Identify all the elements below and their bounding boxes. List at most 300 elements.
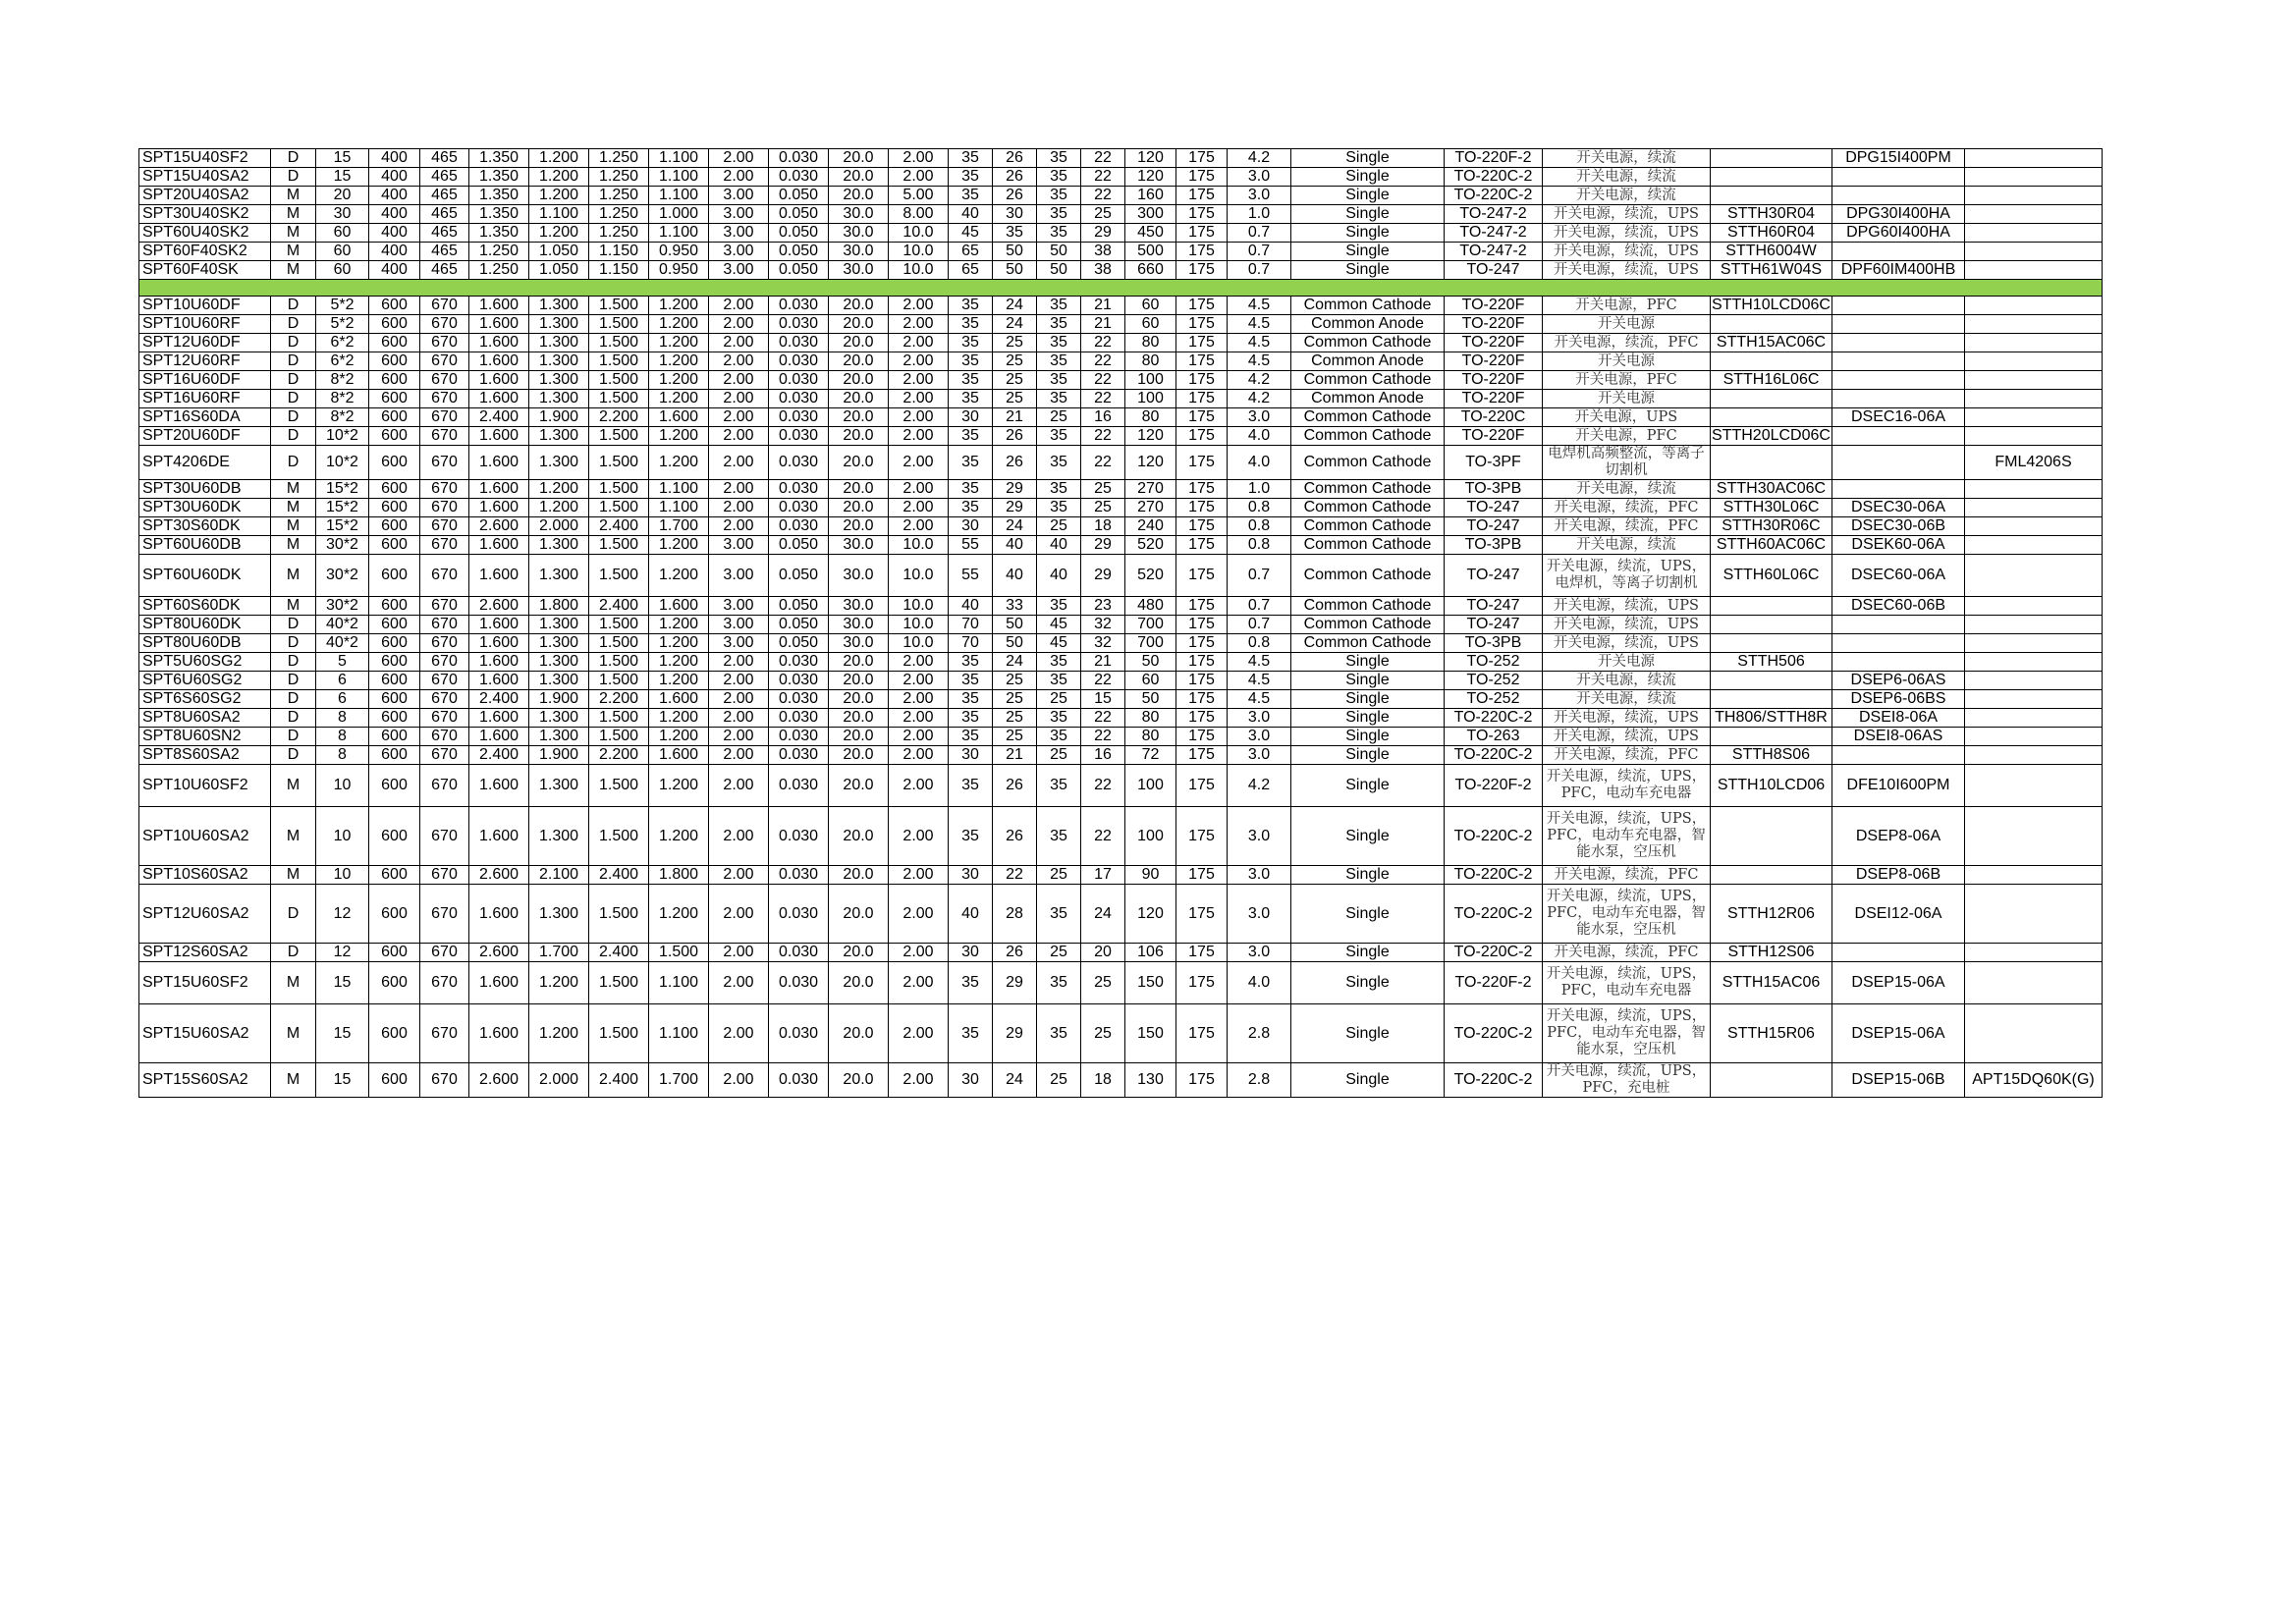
table-cell: 1.200 <box>649 446 709 480</box>
table-cell <box>1711 597 1832 616</box>
table-cell: 29 <box>993 480 1037 499</box>
table-cell: 25 <box>1037 690 1081 709</box>
table-cell: 175 <box>1176 334 1228 352</box>
table-cell <box>1965 746 2103 765</box>
table-cell: TO-252 <box>1445 690 1543 709</box>
table-cell: 100 <box>1125 807 1176 866</box>
part-number-cell: SPT60S60DK <box>139 597 271 616</box>
table-cell: 26 <box>993 944 1037 962</box>
table-cell: DPG15I400PM <box>1832 149 1965 168</box>
table-cell: 15 <box>1081 690 1125 709</box>
table-cell: 35 <box>1037 499 1081 517</box>
table-cell: 1.600 <box>469 499 529 517</box>
table-cell: 22 <box>1081 187 1125 205</box>
table-cell: 1.600 <box>469 709 529 728</box>
table-cell: Common Cathode <box>1291 555 1445 597</box>
table-cell: 8*2 <box>316 371 369 390</box>
table-cell: 30 <box>316 205 369 224</box>
table-cell: 120 <box>1125 885 1176 944</box>
table-cell: 35 <box>949 1004 993 1063</box>
table-cell: Single <box>1291 728 1445 746</box>
table-cell: 3.00 <box>709 597 769 616</box>
table-cell <box>1965 352 2103 371</box>
table-cell: 30 <box>949 746 993 765</box>
table-cell <box>1965 499 2103 517</box>
table-cell: 670 <box>420 944 469 962</box>
table-cell: 4.5 <box>1228 352 1291 371</box>
table-cell: M <box>271 1063 316 1098</box>
table-cell: 2.00 <box>709 866 769 885</box>
part-number-cell: SPT4206DE <box>139 446 271 480</box>
table-cell: 30.0 <box>829 261 889 280</box>
table-cell: 29 <box>1081 224 1125 243</box>
table-cell: 23 <box>1081 597 1125 616</box>
table-cell: 1.250 <box>589 205 649 224</box>
table-cell: 2.00 <box>709 446 769 480</box>
table-cell: 670 <box>420 315 469 334</box>
table-cell: 30 <box>949 866 993 885</box>
table-cell <box>1965 944 2103 962</box>
table-row <box>139 616 2103 634</box>
table-cell: 20.0 <box>829 746 889 765</box>
table-cell: D <box>271 446 316 480</box>
table-cell: 300 <box>1125 205 1176 224</box>
table-cell: 6 <box>316 672 369 690</box>
table-cell: M <box>271 807 316 866</box>
table-cell: 12 <box>316 885 369 944</box>
table-cell: 25 <box>993 690 1037 709</box>
part-number-cell: SPT12S60SA2 <box>139 944 271 962</box>
table-cell: 29 <box>993 962 1037 1004</box>
table-cell <box>1965 807 2103 866</box>
table-cell <box>1965 187 2103 205</box>
table-cell: 0.030 <box>769 962 829 1004</box>
table-cell: 22 <box>1081 672 1125 690</box>
table-cell: 670 <box>420 371 469 390</box>
table-cell: 175 <box>1176 597 1228 616</box>
table-cell: Single <box>1291 243 1445 261</box>
table-cell: D <box>271 408 316 427</box>
table-cell <box>1711 866 1832 885</box>
table-cell: 10.0 <box>889 261 949 280</box>
table-cell: 2.00 <box>709 297 769 315</box>
table-cell: 30 <box>949 1063 993 1098</box>
table-cell: 25 <box>993 390 1037 408</box>
table-cell: 8*2 <box>316 408 369 427</box>
table-cell: 600 <box>369 390 420 408</box>
application-cell: 开关电源，续流 <box>1543 168 1711 187</box>
table-cell: Common Cathode <box>1291 446 1445 480</box>
table-cell: 0.030 <box>769 390 829 408</box>
table-cell: 1.200 <box>529 480 589 499</box>
table-cell: TO-247-2 <box>1445 224 1543 243</box>
table-cell: 160 <box>1125 187 1176 205</box>
table-cell: 480 <box>1125 597 1176 616</box>
table-cell: 1.500 <box>589 499 649 517</box>
table-cell: 21 <box>1081 297 1125 315</box>
table-cell <box>1965 653 2103 672</box>
table-cell: 2.00 <box>889 746 949 765</box>
table-cell: 175 <box>1176 634 1228 653</box>
table-cell: Common Cathode <box>1291 634 1445 653</box>
table-cell: 1.600 <box>469 390 529 408</box>
table-row <box>139 866 2103 885</box>
application-cell: 开关电源，续流，UPS，PFC，电动车充电器，智能水泵，空压机 <box>1543 807 1711 866</box>
table-cell: 600 <box>369 962 420 1004</box>
table-cell: 22 <box>1081 168 1125 187</box>
table-cell: 3.00 <box>709 261 769 280</box>
table-row <box>139 297 2103 315</box>
table-cell: 0.050 <box>769 224 829 243</box>
table-cell <box>1832 616 1965 634</box>
table-cell <box>1965 261 2103 280</box>
application-cell: 开关电源，续流，UPS，PFC，电动车充电器，智能水泵，空压机 <box>1543 885 1711 944</box>
table-cell: 175 <box>1176 390 1228 408</box>
table-cell: 1.350 <box>469 224 529 243</box>
table-cell: 32 <box>1081 634 1125 653</box>
table-cell: FML4206S <box>1965 446 2103 480</box>
part-number-cell: SPT80U60DB <box>139 634 271 653</box>
table-cell: 29 <box>1081 536 1125 555</box>
table-cell: 0.050 <box>769 634 829 653</box>
table-cell: TO-220F-2 <box>1445 765 1543 807</box>
table-cell: 1.100 <box>649 480 709 499</box>
table-cell: 26 <box>993 427 1037 446</box>
table-row <box>139 555 2103 597</box>
table-cell: 2.00 <box>889 885 949 944</box>
table-cell: 0.8 <box>1228 499 1291 517</box>
table-cell: 1.500 <box>589 885 649 944</box>
application-cell: 开关电源，续流 <box>1543 187 1711 205</box>
table-cell: 25 <box>1037 866 1081 885</box>
table-cell: STTH61W04S <box>1711 261 1832 280</box>
table-cell: 1.900 <box>529 690 589 709</box>
table-cell: TO-220F <box>1445 390 1543 408</box>
application-cell: 开关电源，续流，UPS <box>1543 728 1711 746</box>
table-cell: TO-247 <box>1445 517 1543 536</box>
table-cell: 600 <box>369 536 420 555</box>
table-cell: 25 <box>1081 499 1125 517</box>
table-cell: 1.600 <box>469 536 529 555</box>
table-cell: M <box>271 555 316 597</box>
table-row <box>139 653 2103 672</box>
table-cell: M <box>271 765 316 807</box>
table-cell: 1.600 <box>469 315 529 334</box>
table-cell: 21 <box>1081 315 1125 334</box>
table-cell: 2.00 <box>709 944 769 962</box>
table-cell: 22 <box>1081 446 1125 480</box>
table-cell: 35 <box>1037 885 1081 944</box>
table-cell: TO-247-2 <box>1445 243 1543 261</box>
table-cell: 35 <box>949 168 993 187</box>
table-cell: 1.200 <box>649 536 709 555</box>
table-cell: 18 <box>1081 517 1125 536</box>
table-cell: 175 <box>1176 672 1228 690</box>
table-cell: Single <box>1291 224 1445 243</box>
table-cell: STTH20LCD06C <box>1712 427 1831 444</box>
table-cell: 10 <box>316 765 369 807</box>
table-cell: 600 <box>369 1004 420 1063</box>
table-cell: 2.100 <box>529 866 589 885</box>
table-cell: 1.200 <box>649 709 709 728</box>
table-cell: STTH10LCD06 <box>1711 765 1832 807</box>
table-cell: 670 <box>420 390 469 408</box>
table-cell: 22 <box>1081 352 1125 371</box>
table-cell: 15 <box>316 168 369 187</box>
table-row <box>139 480 2103 499</box>
table-cell: 40 <box>949 205 993 224</box>
table-cell: 35 <box>1037 480 1081 499</box>
table-cell: 175 <box>1176 427 1228 446</box>
table-cell: D <box>271 334 316 352</box>
table-row <box>139 944 2103 962</box>
table-cell: DSEP8-06B <box>1832 866 1965 885</box>
part-number-cell: SPT6U60SG2 <box>139 672 271 690</box>
table-cell: 1.500 <box>589 334 649 352</box>
table-row <box>139 746 2103 765</box>
table-cell: 2.00 <box>709 962 769 1004</box>
table-row <box>139 315 2103 334</box>
table-cell: 24 <box>1081 885 1125 944</box>
table-cell: Common Cathode <box>1291 371 1445 390</box>
table-cell: DSEP6-06AS <box>1832 672 1965 690</box>
table-cell: 3.00 <box>709 634 769 653</box>
table-cell: 70 <box>949 634 993 653</box>
table-cell: 1.200 <box>649 315 709 334</box>
table-cell: 35 <box>993 224 1037 243</box>
table-cell: 1.200 <box>529 187 589 205</box>
table-cell: 1.900 <box>529 408 589 427</box>
table-cell: 600 <box>369 352 420 371</box>
table-cell: 30.0 <box>829 616 889 634</box>
table-cell: 30.0 <box>829 205 889 224</box>
application-cell: 开关电源，续流，PFC <box>1543 517 1711 536</box>
table-cell: 600 <box>369 634 420 653</box>
table-cell: 40 <box>949 597 993 616</box>
table-cell: 600 <box>369 297 420 315</box>
table-cell: TO-220C-2 <box>1445 885 1543 944</box>
table-cell: 22 <box>1081 371 1125 390</box>
table-cell: 2.00 <box>889 672 949 690</box>
table-cell: 25 <box>1037 746 1081 765</box>
part-number-cell: SPT60F40SK <box>139 261 271 280</box>
table-cell: 35 <box>949 653 993 672</box>
table-cell: 0.030 <box>769 690 829 709</box>
table-cell <box>1711 690 1832 709</box>
table-cell: 38 <box>1081 243 1125 261</box>
table-cell: 30.0 <box>829 597 889 616</box>
table-cell: 0.050 <box>769 536 829 555</box>
table-cell: Common Anode <box>1291 315 1445 334</box>
table-cell: 35 <box>949 728 993 746</box>
table-row <box>139 427 2103 446</box>
table-cell: 8.00 <box>889 205 949 224</box>
table-cell: DSEP15-06B <box>1832 1063 1965 1098</box>
table-cell: 1.600 <box>469 480 529 499</box>
table-cell: TO-220C-2 <box>1445 1004 1543 1063</box>
table-cell: TO-220C-2 <box>1445 187 1543 205</box>
table-cell: Single <box>1291 205 1445 224</box>
table-cell: 20.0 <box>829 1004 889 1063</box>
table-cell: 25 <box>1081 205 1125 224</box>
table-row <box>139 962 2103 1004</box>
table-cell: 3.0 <box>1228 728 1291 746</box>
table-cell: 35 <box>1037 149 1081 168</box>
table-cell: 175 <box>1176 885 1228 944</box>
table-cell: 450 <box>1125 224 1176 243</box>
table-cell: TO-3PF <box>1445 446 1543 480</box>
table-cell: 21 <box>993 746 1037 765</box>
table-cell: 2.400 <box>589 1063 649 1098</box>
table-cell: 2.00 <box>889 480 949 499</box>
table-cell: 600 <box>369 728 420 746</box>
table-cell: 35 <box>1037 653 1081 672</box>
table-cell: TO-220C <box>1445 408 1543 427</box>
table-cell: M <box>271 962 316 1004</box>
application-cell: 开关电源，续流，UPS，PFC，电动车充电器，智能水泵，空压机 <box>1543 1004 1711 1063</box>
table-cell: Single <box>1291 168 1445 187</box>
table-cell <box>1965 634 2103 653</box>
table-cell: 175 <box>1176 408 1228 427</box>
table-cell: 2.400 <box>469 408 529 427</box>
table-cell: 0.030 <box>769 371 829 390</box>
table-cell: 4.5 <box>1228 690 1291 709</box>
table-cell: 0.030 <box>769 297 829 315</box>
table-cell <box>1965 517 2103 536</box>
table-cell: TO-247-2 <box>1445 205 1543 224</box>
table-cell: 3.0 <box>1228 709 1291 728</box>
table-cell: 35 <box>1037 962 1081 1004</box>
table-cell: 45 <box>949 224 993 243</box>
table-cell: TO-3PB <box>1445 480 1543 499</box>
table-cell: 465 <box>420 224 469 243</box>
part-number-cell: SPT80U60DK <box>139 616 271 634</box>
table-cell: 2.00 <box>889 499 949 517</box>
table-cell: 1.300 <box>529 390 589 408</box>
table-cell: 1.250 <box>589 187 649 205</box>
table-cell: 25 <box>993 672 1037 690</box>
table-cell <box>1832 944 1965 962</box>
table-cell: 670 <box>420 297 469 315</box>
table-cell: 1.100 <box>649 962 709 1004</box>
table-cell: TO-220F <box>1445 352 1543 371</box>
table-cell: 400 <box>369 261 420 280</box>
table-cell: 0.030 <box>769 653 829 672</box>
table-cell: 35 <box>949 807 993 866</box>
table-cell: 1.500 <box>589 765 649 807</box>
table-cell: 0.8 <box>1228 517 1291 536</box>
table-cell: 0.030 <box>769 352 829 371</box>
table-cell: 10.0 <box>889 243 949 261</box>
table-cell: 100 <box>1125 371 1176 390</box>
table-cell: Single <box>1291 807 1445 866</box>
table-row <box>139 885 2103 944</box>
table-cell: 2.400 <box>589 866 649 885</box>
table-cell <box>1965 408 2103 427</box>
table-cell: 670 <box>420 866 469 885</box>
table-cell: 0.8 <box>1228 536 1291 555</box>
table-cell: TO-247 <box>1445 616 1543 634</box>
table-cell: TO-220F <box>1445 297 1543 315</box>
table-cell: 670 <box>420 653 469 672</box>
table-cell <box>1965 149 2103 168</box>
table-row <box>139 224 2103 243</box>
table-row <box>139 690 2103 709</box>
table-cell: 1.300 <box>529 297 589 315</box>
table-cell: 670 <box>420 962 469 1004</box>
table-cell: 1.0 <box>1228 480 1291 499</box>
table-cell: 120 <box>1125 446 1176 480</box>
table-cell: 1.200 <box>649 672 709 690</box>
table-cell: 3.00 <box>709 187 769 205</box>
table-cell: 2.00 <box>709 352 769 371</box>
table-cell: 25 <box>1081 962 1125 1004</box>
table-cell: 2.00 <box>709 1063 769 1098</box>
part-number-cell: SPT60U40SK2 <box>139 224 271 243</box>
table-cell: 5*2 <box>316 297 369 315</box>
table-cell: 35 <box>1037 672 1081 690</box>
part-number-cell: SPT10S60SA2 <box>139 866 271 885</box>
table-cell: 15*2 <box>316 480 369 499</box>
table-cell: 1.300 <box>529 446 589 480</box>
table-cell: 30.0 <box>829 536 889 555</box>
table-cell: 1.600 <box>649 690 709 709</box>
table-cell: 1.200 <box>649 807 709 866</box>
table-cell: 1.500 <box>589 807 649 866</box>
table-cell <box>1711 315 1832 334</box>
application-cell: 开关电源，续流，PFC <box>1543 944 1711 962</box>
application-cell: 开关电源，PFC <box>1543 371 1711 390</box>
table-cell: 1.600 <box>649 746 709 765</box>
part-number-cell: SPT10U60SA2 <box>139 807 271 866</box>
table-cell: 175 <box>1176 807 1228 866</box>
table-cell: 1.300 <box>529 555 589 597</box>
part-number-cell: SPT30U40SK2 <box>139 205 271 224</box>
application-cell: 开关电源，续流 <box>1543 690 1711 709</box>
table-cell: 1.500 <box>589 653 649 672</box>
table-cell: 0.030 <box>769 672 829 690</box>
table-cell: 55 <box>949 536 993 555</box>
table-cell: 0.030 <box>769 149 829 168</box>
application-cell: 开关电源，续流，UPS <box>1543 634 1711 653</box>
application-cell: 开关电源，续流，UPS <box>1543 616 1711 634</box>
table-cell: 35 <box>1037 728 1081 746</box>
table-cell: 35 <box>949 149 993 168</box>
table-cell: 175 <box>1176 962 1228 1004</box>
table-cell: 700 <box>1125 634 1176 653</box>
table-cell: 4.2 <box>1228 149 1291 168</box>
table-cell: 1.000 <box>649 205 709 224</box>
table-cell: 20.0 <box>829 297 889 315</box>
table-cell: 25 <box>1037 1063 1081 1098</box>
table-cell: 35 <box>949 962 993 1004</box>
table-cell <box>1965 709 2103 728</box>
table-cell <box>1965 765 2103 807</box>
table-cell: 29 <box>1081 555 1125 597</box>
table-cell: DSEI8-06AS <box>1832 728 1965 746</box>
table-cell: D <box>271 709 316 728</box>
table-cell: Single <box>1291 149 1445 168</box>
table-cell: 35 <box>949 297 993 315</box>
table-cell: 3.0 <box>1228 944 1291 962</box>
table-cell: DPG30I400HA <box>1832 205 1965 224</box>
application-cell: 开关电源，续流，UPS <box>1543 597 1711 616</box>
table-cell: 21 <box>1081 653 1125 672</box>
table-cell: 1.100 <box>649 224 709 243</box>
table-cell: 4.5 <box>1228 334 1291 352</box>
table-cell: 1.200 <box>649 616 709 634</box>
table-cell: 465 <box>420 261 469 280</box>
